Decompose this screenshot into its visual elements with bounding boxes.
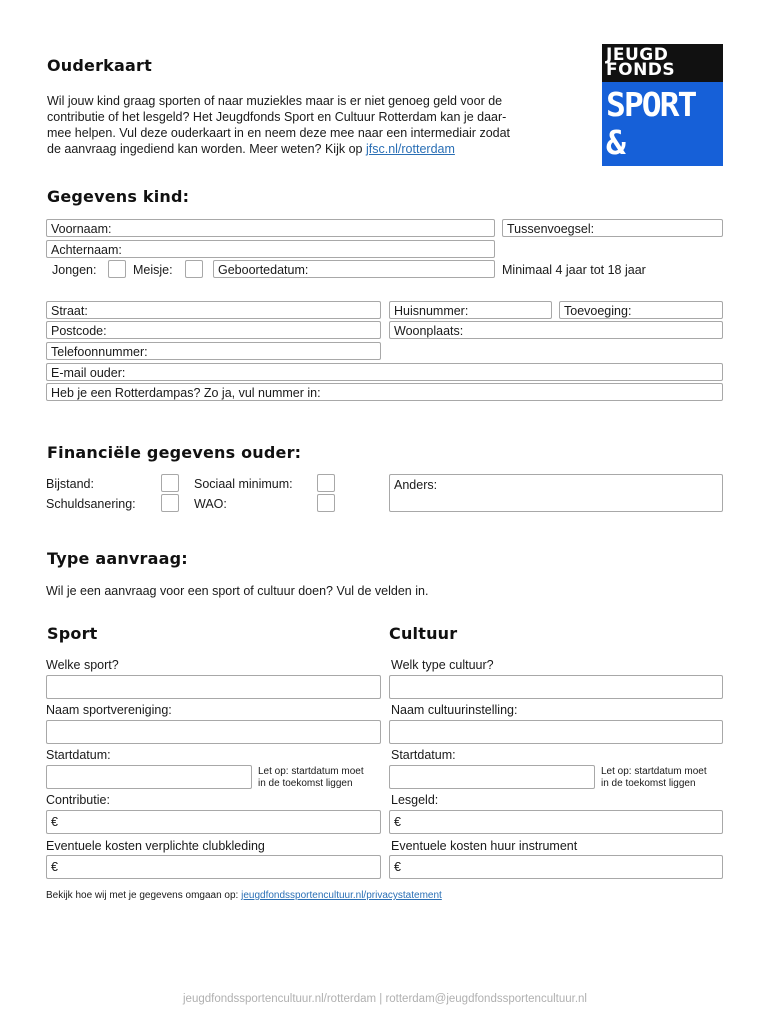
instrument-input[interactable]: €	[389, 855, 723, 879]
logo-line-2: FONDS	[606, 60, 676, 80]
intro-line-2: contributie of het lesgeld? Het Jeugdfonds Sport en Cultuur Rotterdam kan je daar-	[47, 110, 507, 124]
cultuur-startdatum-label: Startdatum:	[391, 748, 456, 762]
wao-label: WAO:	[194, 497, 227, 511]
welk-type-cultuur-label: Welk type cultuur?	[391, 658, 494, 672]
cultuur-note-line-2: in de toekomst liggen	[601, 778, 696, 789]
logo-line-4: CULTUUR	[606, 161, 732, 200]
straat-field[interactable]: Straat:	[46, 301, 381, 319]
intro-paragraph	[47, 93, 587, 157]
logo-line-1: JEUGD	[606, 45, 669, 65]
sportvereniging-input[interactable]	[46, 720, 381, 744]
meisje-checkbox[interactable]	[185, 260, 203, 278]
logo-top-block	[602, 44, 723, 82]
privacy-text: Bekijk hoe wij met je gegevens omgaan op:	[46, 890, 242, 901]
rotterdampas-field[interactable]: Heb je een Rotterdampas? Zo ja, vul nummer in:	[46, 383, 723, 401]
cultuur-startdatum-input[interactable]	[389, 765, 595, 789]
wao-checkbox[interactable]	[317, 494, 335, 512]
jfsc-link[interactable]: jfsc.nl/rotterdam	[365, 142, 455, 156]
email-field[interactable]: E-mail ouder:	[46, 363, 723, 381]
welke-sport-input[interactable]	[46, 675, 381, 699]
sport-note-line-2: in de toekomst liggen	[258, 778, 353, 789]
lesgeld-input[interactable]: €	[389, 810, 723, 834]
anders-field[interactable]: Anders:	[389, 474, 723, 512]
intro-line-4-text: de aanvraag ingediend kan worden. Meer weten? Kijk op	[47, 142, 366, 156]
section-title-aanvraag: Type aanvraag:	[47, 549, 188, 568]
schuldsanering-checkbox[interactable]	[161, 494, 179, 512]
logo-line-3: SPORT &	[606, 85, 696, 162]
geboortedatum-field[interactable]: Geboortedatum:	[213, 260, 495, 278]
tussenvoegsel-field[interactable]: Tussenvoegsel:	[502, 219, 723, 237]
page-title: Ouderkaart	[47, 56, 152, 75]
welk-type-cultuur-input[interactable]	[389, 675, 723, 699]
section-title-kind: Gegevens kind:	[47, 187, 190, 206]
clubkleding-input[interactable]: €	[46, 855, 381, 879]
sport-title: Sport	[47, 624, 98, 643]
welke-sport-label: Welke sport?	[46, 658, 119, 672]
sport-startdatum-input[interactable]	[46, 765, 252, 789]
instrument-label: Eventuele kosten huur instrument	[391, 839, 578, 853]
achternaam-field[interactable]: Achternaam:	[46, 240, 495, 258]
cultuur-title: Cultuur	[389, 624, 458, 643]
sociaal-minimum-label: Sociaal minimum:	[194, 477, 293, 491]
privacy-note	[46, 890, 442, 902]
cultuurinstelling-label: Naam cultuurinstelling:	[391, 703, 518, 717]
toevoeging-field[interactable]: Toevoeging:	[559, 301, 723, 319]
lesgeld-label: Lesgeld:	[391, 793, 439, 807]
telefoon-field[interactable]: Telefoonnummer:	[46, 342, 381, 360]
sport-startdatum-label: Startdatum:	[46, 748, 111, 762]
sportvereniging-label: Naam sportvereniging:	[46, 703, 172, 717]
intro-line-3: mee helpen. Vul deze ouderkaart in en neem deze mee naar een intermediair zodat	[47, 126, 511, 140]
jongen-checkbox[interactable]	[108, 260, 126, 278]
intro-line-1: Wil jouw kind graag sporten of naar muziekles maar is er niet genoeg geld voor de	[47, 94, 503, 108]
privacy-link[interactable]: jeugdfondssportencultuur.nl/privacystatement	[241, 890, 442, 901]
sport-note-line-1: Let op: startdatum moet	[258, 766, 364, 777]
logo-bottom-block	[602, 82, 732, 200]
woonplaats-field[interactable]: Woonplaats:	[389, 321, 723, 339]
voornaam-field[interactable]: Voornaam:	[46, 219, 495, 237]
bijstand-label: Bijstand:	[46, 477, 94, 491]
meisje-label: Meisje:	[133, 263, 173, 277]
section-title-financieel: Financiële gegevens ouder:	[47, 443, 302, 462]
sociaal-minimum-checkbox[interactable]	[317, 474, 335, 492]
clubkleding-label: Eventuele kosten verplichte clubkleding	[46, 839, 265, 853]
cultuur-note-line-1: Let op: startdatum moet	[601, 766, 707, 777]
cultuur-startdatum-note	[601, 766, 707, 790]
cultuurinstelling-input[interactable]	[389, 720, 723, 744]
sport-startdatum-note	[258, 766, 364, 790]
contributie-label: Contributie:	[46, 793, 110, 807]
intro-line-4	[47, 141, 587, 157]
age-note: Minimaal 4 jaar tot 18 jaar	[502, 263, 646, 277]
page-footer: jeugdfondssportencultuur.nl/rotterdam | rotterdam@jeugdfondssportencultuur.nl	[183, 993, 587, 1005]
contributie-input[interactable]: €	[46, 810, 381, 834]
postcode-field[interactable]: Postcode:	[46, 321, 381, 339]
jeugdfonds-logo	[602, 44, 732, 200]
huisnummer-field[interactable]: Huisnummer:	[389, 301, 552, 319]
aanvraag-intro: Wil je een aanvraag voor een sport of cultuur doen? Vul de velden in.	[46, 584, 429, 598]
jongen-label: Jongen:	[52, 263, 97, 277]
schuldsanering-label: Schuldsanering:	[46, 497, 136, 511]
bijstand-checkbox[interactable]	[161, 474, 179, 492]
